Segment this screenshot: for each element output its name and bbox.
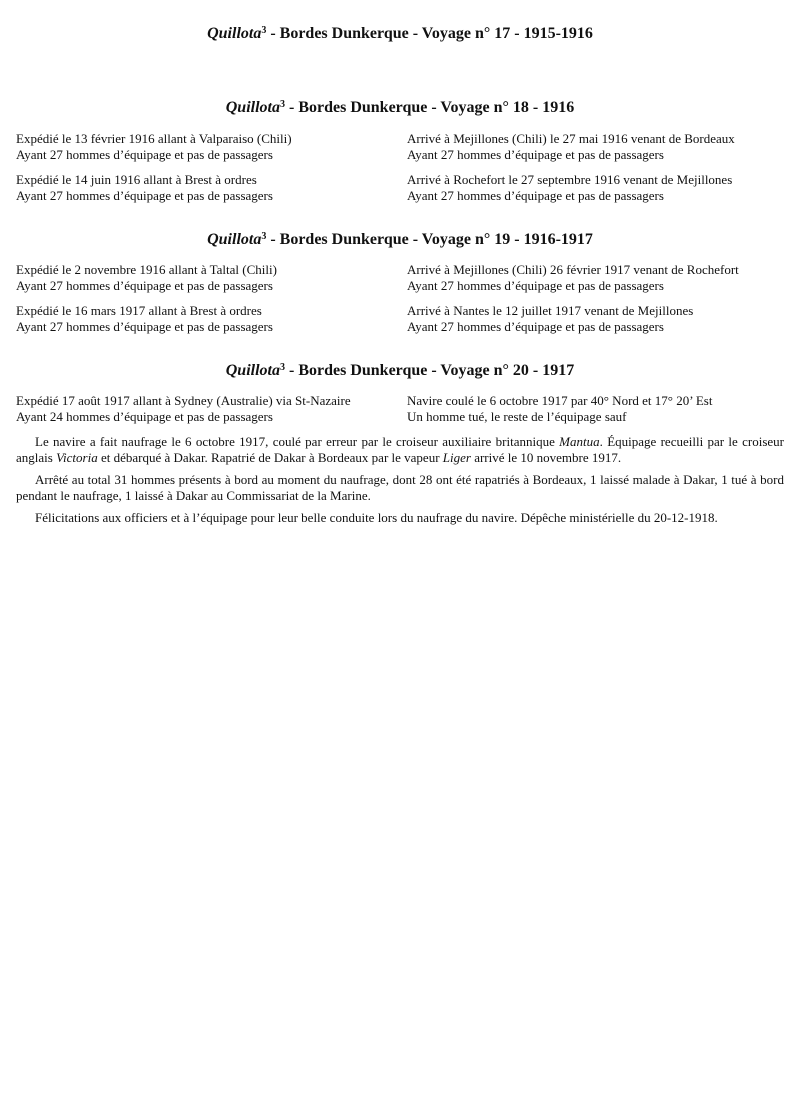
crew-count-paragraph: [16, 472, 784, 504]
ship-superscript: 3: [279, 99, 285, 110]
voyage-18-heading: [0, 98, 800, 118]
heading-title: - Bordes Dunkerque - Voyage n° 18 - 1916: [284, 99, 575, 116]
commendation-paragraph: [16, 510, 784, 526]
ship-superscript: 3: [279, 362, 285, 373]
entry-line: Expédié 17 août 1917 allant à Sydney (Australie) via St-Nazaire: [16, 393, 351, 408]
entry-line: Un homme tué, le reste de l’équipage sauf: [407, 409, 627, 424]
ship-name-liger: Liger: [442, 450, 471, 465]
voyage-19-arrival-1: [407, 262, 739, 294]
entry-line: Ayant 27 hommes d’équipage et pas de passagers: [16, 278, 273, 293]
voyage-19-arrival-2: [407, 303, 693, 335]
paragraph-text: Félicitations aux officiers et à l’équipage pour leur belle conduite lors du naufrage du navire. Dépêche ministérielle du 20-12-1918.: [35, 510, 718, 525]
paragraph-text: et débarqué à Dakar. Rapatrié de Dakar à Bordeaux par le vapeur: [97, 450, 443, 465]
entry-line: Ayant 27 hommes d’équipage et pas de passagers: [407, 278, 664, 293]
shipwreck-paragraph: [16, 434, 784, 466]
voyage-19-departure-2: [16, 303, 273, 335]
ship-name-victoria: Victoria: [56, 450, 98, 465]
ship-name: Quillota: [207, 231, 262, 248]
ship-name: Quillota: [207, 25, 262, 42]
voyage-20-heading: [0, 361, 800, 381]
entry-line: Expédié le 14 juin 1916 allant à Brest à ordres: [16, 172, 257, 187]
voyage-19-heading: [0, 230, 800, 250]
entry-line: Ayant 27 hommes d’équipage et pas de passagers: [407, 147, 664, 162]
entry-line: Expédié le 16 mars 1917 allant à Brest à ordres: [16, 303, 262, 318]
ship-name-mantua: Mantua: [559, 434, 600, 449]
entry-line: Arrivé à Mejillones (Chili) le 27 mai 1916 venant de Bordeaux: [407, 131, 735, 146]
voyage-18-departure-1: [16, 131, 292, 163]
entry-line: Arrivé à Rochefort le 27 septembre 1916 venant de Mejillones: [407, 172, 733, 187]
voyage-18-arrival-2: [407, 172, 732, 204]
heading-title: - Bordes Dunkerque - Voyage n° 20 - 1917: [284, 362, 575, 379]
voyage-19-departure-1: [16, 262, 277, 294]
heading-title: - Bordes Dunkerque - Voyage n° 19 - 1916-1917: [266, 231, 593, 248]
ship-superscript: 3: [261, 231, 267, 242]
entry-line: Ayant 27 hommes d’équipage et pas de passagers: [16, 319, 273, 334]
paragraph-text: Arrêté au total 31 hommes présents à bord au moment du naufrage, dont 28 ont été rapatriés à Bordeaux, 1 laissé malade à Dakar, 1 tué à bord pendant le naufrage, 1 laissé à Dakar au Commissariat de la Marine.: [16, 472, 784, 503]
voyage-18-departure-2: [16, 172, 273, 204]
entry-line: Ayant 27 hommes d’équipage et pas de passagers: [407, 319, 664, 334]
voyage-17-heading: [0, 24, 800, 44]
entry-line: Ayant 27 hommes d’équipage et pas de passagers: [16, 147, 273, 162]
entry-line: Ayant 24 hommes d’équipage et pas de passagers: [16, 409, 273, 424]
entry-line: Expédié le 13 février 1916 allant à Valparaiso (Chili): [16, 131, 292, 146]
voyage-20-sinking: [407, 393, 712, 425]
entry-line: Expédié le 2 novembre 1916 allant à Taltal (Chili): [16, 262, 277, 277]
entry-line: Ayant 27 hommes d’équipage et pas de passagers: [16, 188, 273, 203]
paragraph-text: arrivé le 10 novembre 1917.: [470, 450, 622, 465]
paragraph-text: . Équipage recueilli par le croiseur anglais: [16, 434, 784, 465]
voyage-20-departure: [16, 393, 351, 425]
entry-line: Arrivé à Mejillones (Chili) 26 février 1917 venant de Rochefort: [407, 262, 739, 277]
voyage-18-arrival-1: [407, 131, 735, 163]
entry-line: Ayant 27 hommes d’équipage et pas de passagers: [407, 188, 664, 203]
ship-name: Quillota: [225, 99, 280, 116]
heading-title: - Bordes Dunkerque - Voyage n° 17 - 1915-1916: [266, 25, 593, 42]
entry-line: Navire coulé le 6 octobre 1917 par 40° Nord et 17° 20’ Est: [407, 393, 713, 408]
paragraph-text: Le navire a fait naufrage le 6 octobre 1917, coulé par erreur par le croiseur auxiliaire britannique: [35, 434, 560, 449]
ship-superscript: 3: [261, 25, 267, 36]
entry-line: Arrivé à Nantes le 12 juillet 1917 venant de Mejillones: [407, 303, 694, 318]
ship-name: Quillota: [225, 362, 280, 379]
